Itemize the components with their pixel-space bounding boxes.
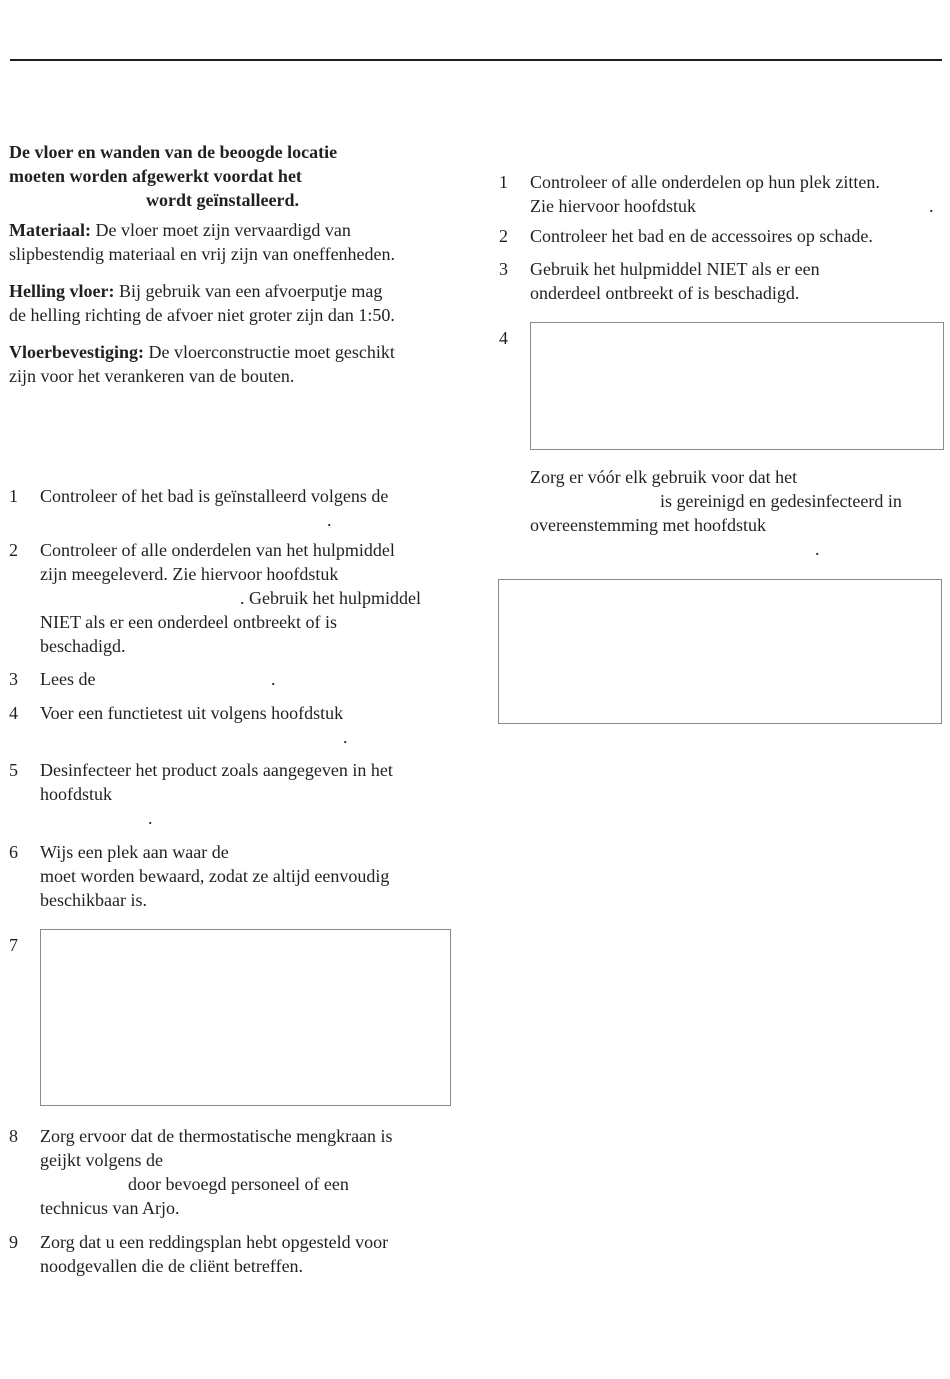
requirement-material-line-2: slipbestendig materiaal en vrij zijn van oneffenheden. — [9, 244, 396, 264]
step-number: 3 — [9, 669, 18, 689]
step-number: 7 — [9, 935, 18, 955]
requirement-floor-mount-line-2: zijn voor het verankeren van de bouten. — [9, 366, 295, 386]
right-step-4-notice-box — [530, 322, 944, 450]
requirement-material — [9, 218, 351, 242]
right-step-2-line-1: Controleer het bad en de accessoires op schade. — [530, 226, 873, 246]
right-step-3-line-1: Gebruik het hulpmiddel NIET als er een — [530, 259, 820, 279]
step-2-line-1: Controleer of alle onderdelen van het hulpmiddel — [40, 540, 395, 560]
step-number: 1 — [499, 172, 508, 192]
requirement-text: Bij gebruik van een afvoerputje mag — [114, 281, 383, 301]
right-note-line-4: . — [815, 539, 820, 559]
right-note-line-3: overeenstemming met hoofdstuk — [530, 515, 766, 535]
step-number: 4 — [9, 703, 18, 723]
step-number: 2 — [9, 540, 18, 560]
step-8-line-1: Zorg ervoor dat de thermostatische mengkraan is — [40, 1126, 393, 1146]
right-notice-box — [498, 579, 942, 724]
step-2-line-5: beschadigd. — [40, 636, 126, 656]
step-number: 8 — [9, 1126, 18, 1146]
step-9-line-1: Zorg dat u een reddingsplan hebt opgesteld voor — [40, 1232, 389, 1252]
intro-line-3: wordt geïnstalleerd. — [146, 190, 299, 210]
step-5-line-3: . — [148, 808, 153, 828]
step-number: 5 — [9, 760, 18, 780]
step-number: 2 — [499, 226, 508, 246]
step-3-line-1: Lees de — [40, 669, 96, 689]
requirement-slope — [9, 279, 382, 303]
step-9-line-2: noodgevallen die de cliënt betreffen. — [40, 1256, 304, 1276]
step-2-line-4: NIET als er een onderdeel ontbreekt of is — [40, 612, 338, 632]
step-5-line-2: hoofdstuk — [40, 784, 112, 804]
right-note-line-2: is gereinigd en gedesinfecteerd in — [660, 491, 902, 511]
step-8-line-3: door bevoegd personeel of een — [128, 1174, 349, 1194]
step-8-line-4: technicus van Arjo. — [40, 1198, 180, 1218]
right-note-line-1: Zorg er vóór elk gebruik voor dat het — [530, 467, 798, 487]
step-1-line-1: Controleer of het bad is geïnstalleerd volgens de — [40, 486, 389, 506]
requirement-label: Vloerbevestiging: — [9, 342, 144, 362]
intro-line-1: De vloer en wanden van de beoogde locatie — [9, 142, 338, 162]
step-number: 1 — [9, 486, 18, 506]
requirement-text: De vloer moet zijn vervaardigd van — [90, 220, 351, 240]
requirement-label: Helling vloer: — [9, 281, 115, 301]
step-2-line-2: zijn meegeleverd. Zie hiervoor hoofdstuk — [40, 564, 339, 584]
right-step-1-line-3: . — [929, 196, 934, 216]
right-step-1-line-1: Controleer of alle onderdelen op hun plek zitten. — [530, 172, 880, 192]
step-7-notice-box — [40, 929, 451, 1106]
requirement-text: De vloerconstructie moet geschikt — [143, 342, 395, 362]
step-6-line-1: Wijs een plek aan waar de — [40, 842, 229, 862]
step-1-line-2: . — [327, 510, 332, 530]
requirement-floor-mount — [9, 340, 395, 364]
step-number: 6 — [9, 842, 18, 862]
step-3-line-2: . — [271, 669, 276, 689]
step-5-line-1: Desinfecteer het product zoals aangegeven in het — [40, 760, 393, 780]
header-rule — [10, 59, 942, 61]
step-4-line-1: Voer een functietest uit volgens hoofdstuk — [40, 703, 344, 723]
step-6-line-2: moet worden bewaard, zodat ze altijd eenvoudig — [40, 866, 390, 886]
step-number: 9 — [9, 1232, 18, 1252]
step-number: 4 — [499, 328, 508, 348]
requirement-slope-line-2: de helling richting de afvoer niet groter zijn dan 1:50. — [9, 305, 395, 325]
right-step-3-line-2: onderdeel ontbreekt of is beschadigd. — [530, 283, 800, 303]
step-4-line-2: . — [343, 727, 348, 747]
step-number: 3 — [499, 259, 508, 279]
intro-line-2: moeten worden afgewerkt voordat het — [9, 166, 302, 186]
step-2-line-3: . Gebruik het hulpmiddel — [240, 588, 421, 608]
right-step-1-line-2: Zie hiervoor hoofdstuk — [530, 196, 696, 216]
step-8-line-2: geijkt volgens de — [40, 1150, 163, 1170]
step-6-line-3: beschikbaar is. — [40, 890, 147, 910]
requirement-label: Materiaal: — [9, 220, 91, 240]
